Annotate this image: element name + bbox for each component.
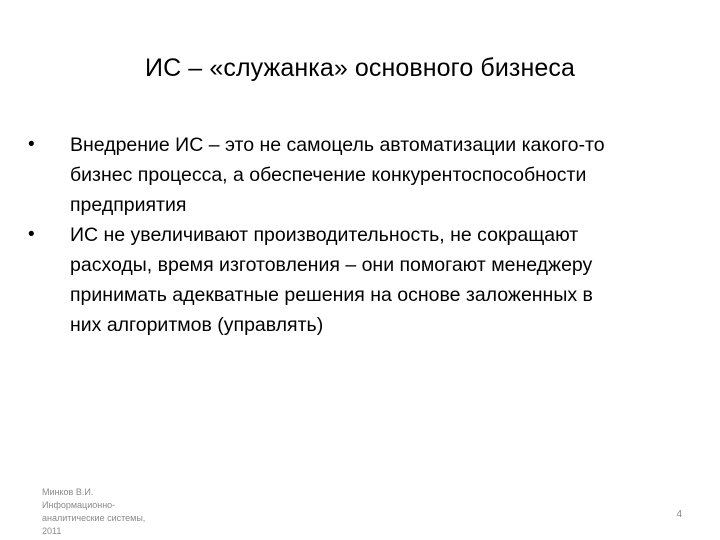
footer-author	[42, 486, 192, 538]
bullet-line: Внедрение ИС – это не самоцель автоматизации какого-то	[70, 134, 605, 156]
bullet-line: расходы, время изготовления – они помогают менеджеру	[70, 254, 593, 276]
bullet-list	[0, 130, 720, 340]
bullet-marker: •	[28, 134, 35, 155]
footer-author-line: Минков В.И.	[42, 487, 94, 497]
page-number: 4	[676, 509, 682, 520]
bullet-item-1	[0, 130, 720, 220]
bullet-line: предприятия	[70, 194, 187, 216]
bullet-marker: •	[28, 224, 35, 245]
bullet-item-2	[0, 220, 720, 340]
footer-author-line: Информационно-	[42, 500, 116, 510]
slide-title: ИС – «служанка» основного бизнеса	[145, 54, 575, 82]
footer-author-line: аналитические системы,	[42, 513, 146, 523]
bullet-line: них алгоритмов (управлять)	[70, 314, 324, 336]
footer-author-line: 2011	[42, 526, 62, 536]
bullet-line: бизнес процесса, а обеспечение конкурентоспособности	[70, 164, 587, 186]
bullet-line: принимать адекватные решения на основе заложенных в	[70, 284, 593, 306]
bullet-line: ИС не увеличивают производительность, не сокращают	[70, 224, 579, 246]
